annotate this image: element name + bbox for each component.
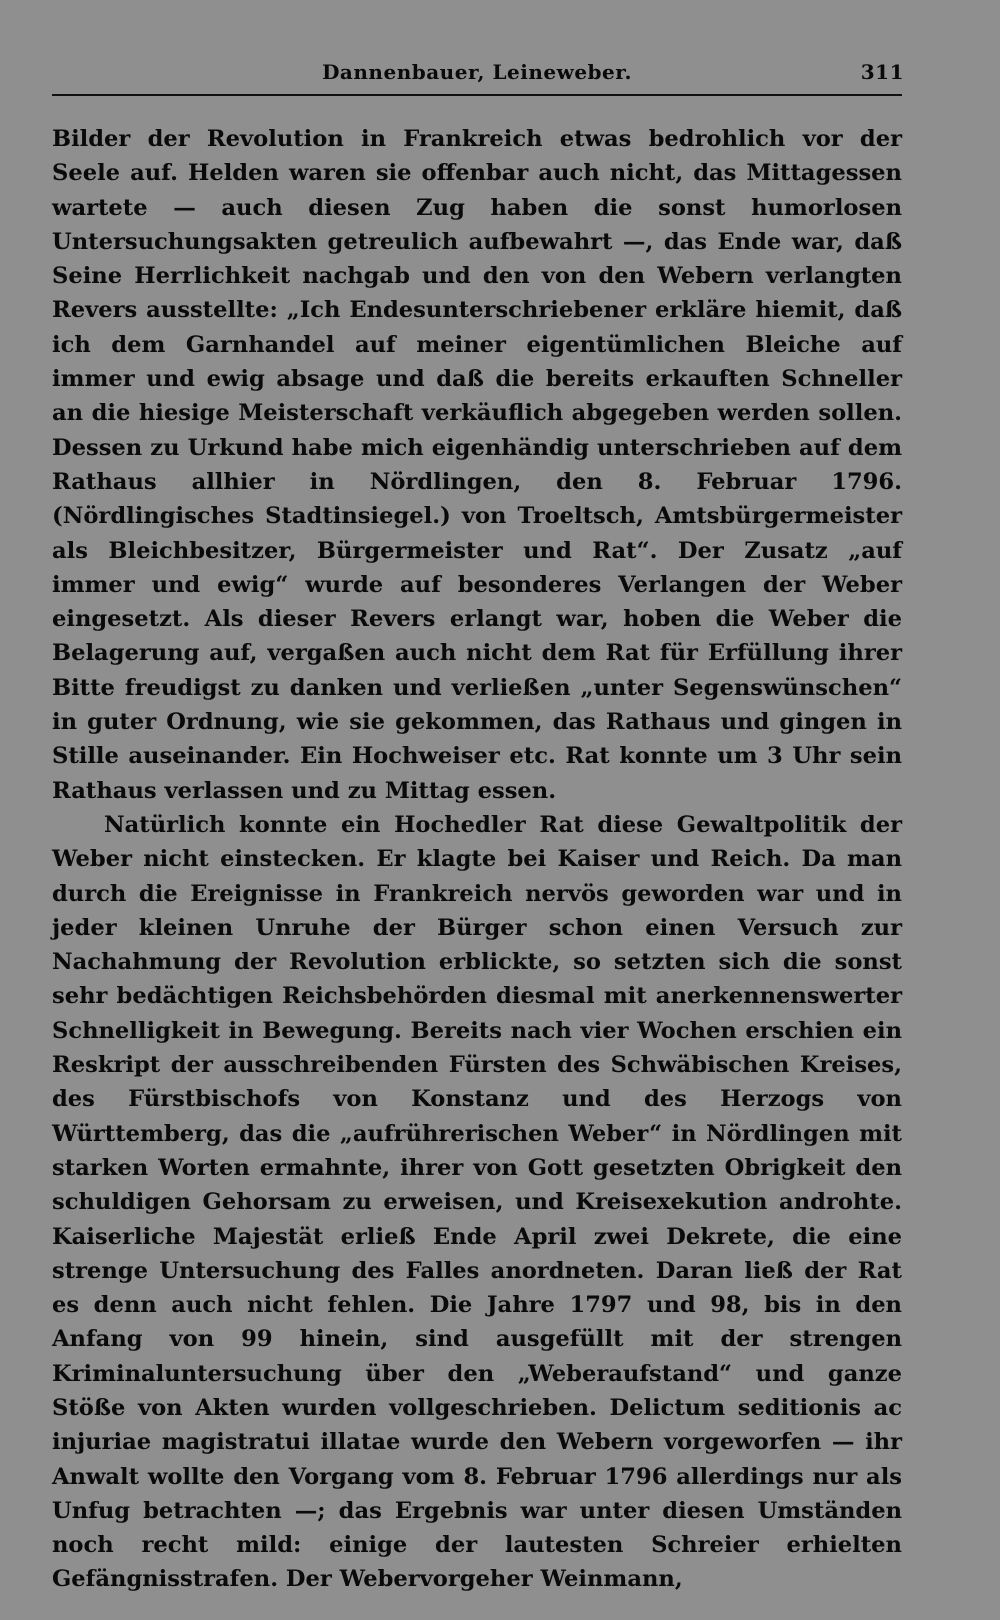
body-text (52, 122, 902, 1597)
page-number: 311 (860, 60, 904, 84)
header-rule (52, 94, 902, 96)
paragraph: Bilder der Revolution in Frankreich etwas bedrohlich vor der Seele auf. Helden waren sie offenbar auch nicht, das Mittagessen wartete — auch diesen Zug haben die sonst humorlosen Untersuchungsakten getreulich aufbewahrt —, das Ende war, daß Seine Herrlichkeit nachgab und den von den Webern verlangten Revers ausstellte: „Ich Endesunterschriebener erkläre hiemit, daß ich dem Garnhandel auf meiner eigentümlichen Bleiche auf immer und ewig absage und daß die bereits erkauften Schneller an die hiesige Meisterschaft verkäuflich abgegeben werden sollen. Dessen zu Urkund habe mich eigenhändig unterschrieben auf dem Rathaus allhier in Nördlingen, den 8. Februar 1796. (Nördlingisches Stadtinsiegel.) von Troeltsch, Amtsbürgermeister als Bleichbesitzer, Bürgermeister und Rat“. Der Zusatz „auf immer und ewig“ wurde auf besonderes Verlangen der Weber eingesetzt. Als dieser Revers erlangt war, hoben die Weber die Belagerung auf, vergaßen auch nicht dem Rat für Erfüllung ihrer Bitte freudigst zu danken und verließen „unter Segenswünschen“ in guter Ordnung, wie sie gekommen, das Rathaus und gingen in Stille auseinander. Ein Hochweiser etc. Rat konnte um 3 Uhr sein Rathaus verlassen und zu Mittag essen. (52, 126, 902, 804)
running-title: Dannenbauer, Leineweber. (322, 60, 632, 84)
paragraph: Natürlich konnte ein Hochedler Rat diese Gewaltpolitik der Weber nicht einstecken. Er klagte bei Kaiser und Reich. Da man durch die Ereignisse in Frankreich nervös geworden war und in jeder kleinen Unruhe der Bürger schon einen Versuch zur Nachahmung der Revolution erblickte, so setzten sich die sonst sehr bedächtigen Reichsbehörden diesmal mit anerkennenswerter Schnelligkeit in Bewegung. Bereits nach vier Wochen erschien ein Reskript der ausschreibenden Fürsten des Schwäbischen Kreises, des Fürstbischofs von Konstanz und des Herzogs von Württemberg, das die „aufrührerischen Weber“ in Nördlingen mit starken Worten ermahnte, ihrer von Gott gesetzten Obrigkeit den schuldigen Gehorsam zu erweisen, und Kreisexekution androhte. Kaiserliche Majestät erließ Ende April zwei Dekrete, die eine strenge Untersuchung des Falles anordneten. Daran ließ der Rat es denn auch nicht fehlen. Die Jahre 1797 und 98, bis in den Anfang von 99 hinein, sind ausgefüllt mit der strengen Kriminaluntersuchung über den „Weberaufstand“ und ganze Stöße von Akten wurden vollgeschrieben. Delictum seditionis ac injuriae magistratui illatae wurde den Webern vorgeworfen — ihr Anwalt wollte den Vorgang vom 8. Februar 1796 allerdings nur als Unfug betrachten —; das Ergebnis war unter diesen Umständen noch recht mild: einige der lautesten Schreier erhielten Gefängnisstrafen. Der Webervorgeher Weinmann, (52, 811, 902, 1593)
running-head (52, 56, 902, 92)
